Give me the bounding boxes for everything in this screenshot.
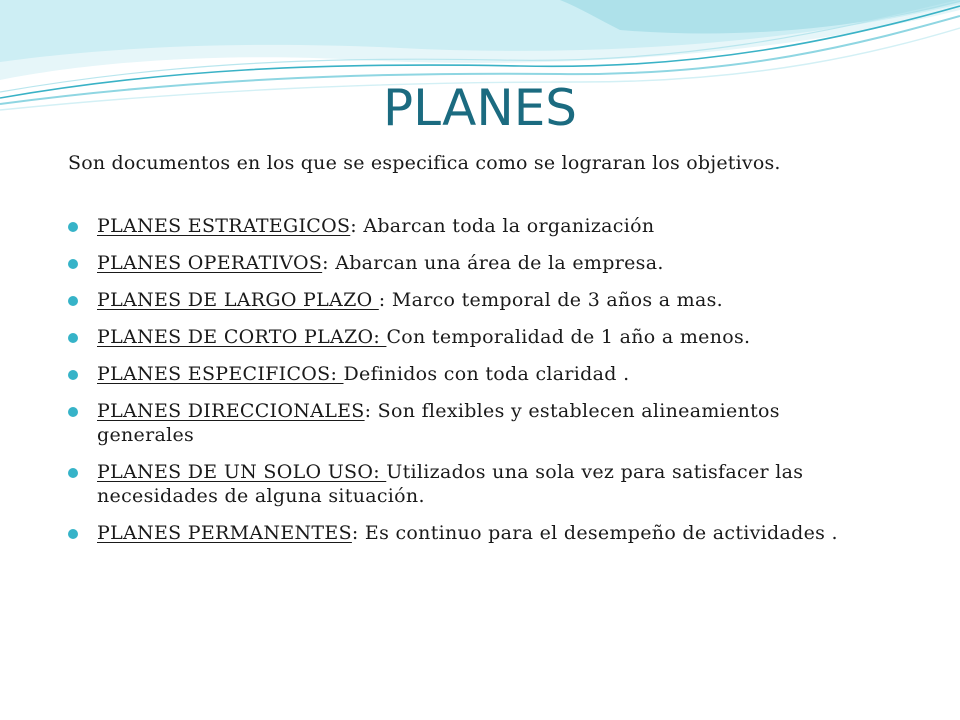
- bullet-dot-icon: [68, 296, 78, 306]
- bullet-term: PLANES DE UN SOLO USO:: [97, 461, 387, 483]
- bullet-dot-icon: [68, 407, 78, 417]
- bullet-description: : Son flexibles y establecen alineamientos generales: [97, 400, 780, 446]
- intro-paragraph: Son documentos en los que se especifica como se lograran los objetivos.: [68, 152, 781, 174]
- bullet-dot-icon: [68, 333, 78, 343]
- bullet-term: PLANES ESPECIFICOS:: [97, 363, 344, 385]
- bullet-dot-icon: [68, 259, 78, 269]
- bullet-term: PLANES DIRECCIONALES: [97, 400, 365, 422]
- slide-title: PLANES: [382, 79, 578, 137]
- bullet-item: [68, 521, 878, 545]
- bullet-dot-icon: [68, 529, 78, 539]
- bullet-term: PLANES DE CORTO PLAZO:: [97, 326, 387, 348]
- bullet-description: : Abarcan toda la organización: [350, 215, 655, 237]
- bullet-description: : Marco temporal de 3 años a mas.: [378, 289, 724, 311]
- bullet-item: [68, 362, 878, 386]
- bullet-dot-icon: [68, 222, 78, 232]
- bullet-item: [68, 251, 878, 275]
- bullet-term: PLANES PERMANENTES: [97, 522, 352, 544]
- bullet-list: [68, 214, 878, 558]
- bullet-item: [68, 288, 878, 312]
- bullet-dot-icon: [68, 468, 78, 478]
- bullet-term: PLANES ESTRATEGICOS: [97, 215, 351, 237]
- bullet-term: PLANES DE LARGO PLAZO: [97, 289, 379, 311]
- bullet-description: Utilizados una sola vez para satisfacer las necesidades de alguna situación.: [97, 461, 804, 507]
- bullet-dot-icon: [68, 370, 78, 380]
- bullet-item: [68, 325, 878, 349]
- bullet-item: [68, 214, 878, 238]
- bullet-description: Definidos con toda claridad .: [343, 363, 630, 385]
- bullet-description: Con temporalidad de 1 año a menos.: [386, 326, 751, 348]
- bullet-item: [68, 460, 878, 508]
- bullet-description: : Abarcan una área de la empresa.: [322, 252, 664, 274]
- bullet-term: PLANES OPERATIVOS: [97, 252, 323, 274]
- bullet-item: [68, 399, 878, 447]
- bullet-description: : Es continuo para el desempeño de actividades .: [351, 522, 838, 544]
